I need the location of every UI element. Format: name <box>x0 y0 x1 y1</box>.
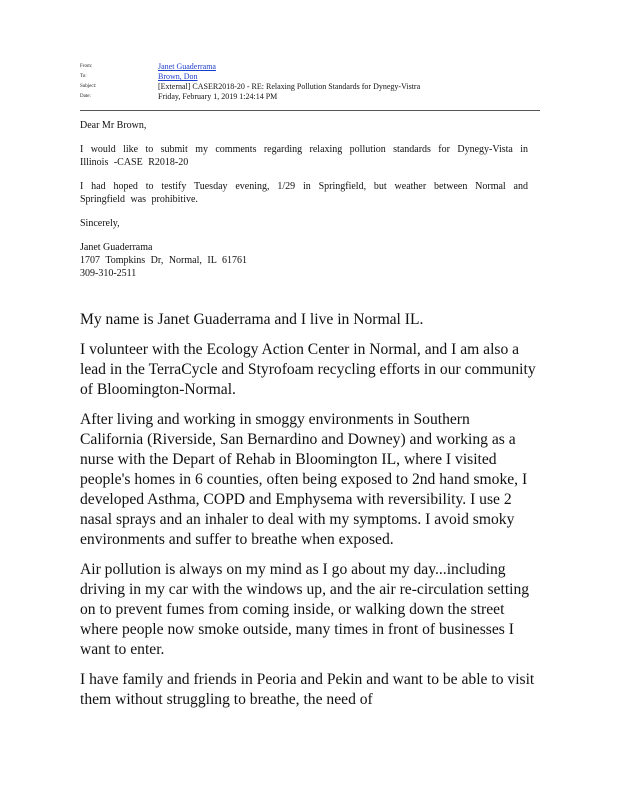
email-header <box>80 62 540 102</box>
to-row <box>80 72 540 82</box>
letter-paragraph-2: I volunteer with the Ecology Action Center in Normal, and I am also a lead in the TerraCycle and Styrofoam recycling efforts in our community of Bloomington-Normal. <box>80 341 536 398</box>
letter-paragraph-3: After living and working in smoggy environments in Southern California (Riverside, San Bernardino and Downey) and working as a nurse with the Depart of Rehab in Bloomington IL, where I visited people's homes in 6 counties, often being exposed to 2nd hand smoke, I developed Asthma, COPD and Emphysema with reversibility. I use 2 nasal sprays and an inhaler to deal with my symptoms. I avoid smoky environments and suffer to breathe when exposed. <box>80 411 528 548</box>
letter-paragraph-1: My name is Janet Guaderrama and I live in Normal IL. <box>80 311 424 328</box>
email-body <box>80 119 528 291</box>
email-paragraph-2: I had hoped to testify Tuesday evening, 1/29 in Springfield, but weather between Normal and Springfield was prohibitive. <box>80 181 528 205</box>
email-greeting: Dear Mr Brown, <box>80 120 147 131</box>
from-row <box>80 62 540 72</box>
letter-paragraph-5: I have family and friends in Peoria and Pekin and want to be able to visit them without struggling to breathe, the need of <box>80 671 535 708</box>
letter-paragraph-4: Air pollution is always on my mind as I go about my day...including driving in my car with the windows up, and the air re-circulation setting on to prevent fumes from coming inside, or walking down the street where people now smoke outside, many times in front of businesses I want to enter. <box>80 561 530 658</box>
to-link[interactable]: Brown, Don <box>158 72 198 81</box>
date-label: Date: <box>80 94 91 99</box>
date-row <box>80 92 540 102</box>
letter-body <box>80 310 536 720</box>
from-label: From: <box>80 64 93 69</box>
from-link[interactable]: Janet Guaderrama <box>158 62 216 71</box>
date-value: Friday, February 1, 2019 1:24:14 PM <box>158 92 278 101</box>
subject-row <box>80 82 540 92</box>
email-paragraph-1: I would like to submit my comments regarding relaxing pollution standards for Dynegy-Vista in Illinois -CASE R2018-20 <box>80 144 528 168</box>
email-signature <box>80 241 528 280</box>
subject-value: [External] CASER2018-20 - RE: Relaxing Pollution Standards for Dynegy-Vistra <box>158 82 421 91</box>
email-closing: Sincerely, <box>80 218 120 229</box>
subject-label: Subject: <box>80 84 97 89</box>
signature-name: Janet Guaderrama <box>80 242 153 253</box>
header-divider <box>80 110 540 111</box>
signature-phone: 309-310-2511 <box>80 268 137 279</box>
to-label: To: <box>80 74 87 79</box>
signature-address: 1707 Tompkins Dr, Normal, IL 61761 <box>80 255 247 266</box>
